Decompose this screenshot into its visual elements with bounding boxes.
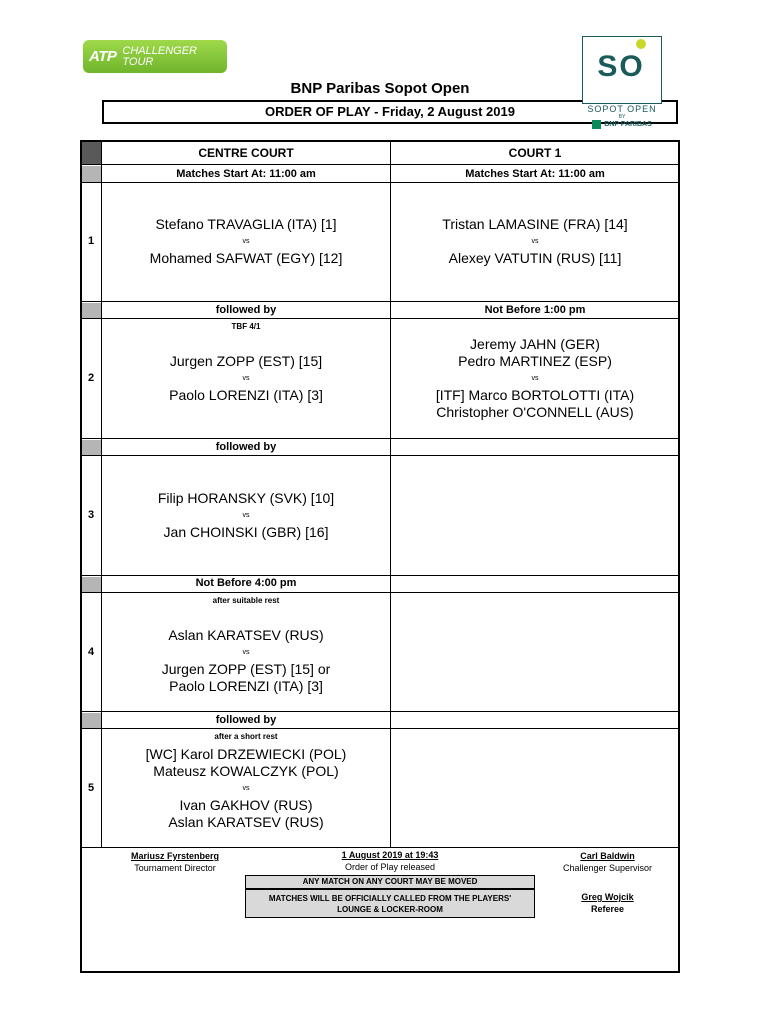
row-header-centre-4: Not Before 4:00 pm (195, 577, 297, 589)
logo-by: BY (618, 114, 626, 120)
start-time-court1: Matches Start At: 11:00 am (465, 168, 605, 180)
match-centre-1: Stefano TRAVAGLIA (ITA) [1] vs Mohamed SAFWAT (EGY) [12] (149, 216, 343, 266)
atp-challenger-logo (83, 40, 227, 73)
match-note: after suitable rest (212, 596, 280, 605)
row-header-court1-2: Not Before 1:00 pm (484, 304, 586, 316)
match-centre-3: Filip HORANSKY (SVK) [10] vs Jan CHOINSKI (GBR) [16] (157, 490, 335, 540)
challenger-tour-text: CHALLENGER TOUR (122, 44, 197, 68)
row-header-centre-2: followed by (215, 304, 277, 316)
order-of-play-heading: ORDER OF PLAY - Friday, 2 August 2019 (102, 100, 678, 124)
row-header-centre-3: followed by (215, 441, 277, 453)
court-header-centre: CENTRE COURT (198, 146, 294, 160)
logo-mark: SO (597, 50, 645, 83)
match-note: TBF 4/1 (231, 322, 261, 331)
sponsor-logo: BNP PARIBAS (582, 120, 662, 129)
logo-name: SOPOT OPEN (587, 104, 657, 114)
court-header-court1: COURT 1 (508, 146, 562, 160)
notice-matches-moved: ANY MATCH ON ANY COURT MAY BE MOVED (245, 875, 535, 889)
row-number: 5 (87, 782, 95, 794)
release-info: 1 August 2019 at 19:43 Order of Play released (341, 850, 439, 872)
tournament-director: Mariusz Fyrstenberg Tournament Director (130, 851, 220, 873)
notice-called-from-lounge: MATCHES WILL BE OFFICIALLY CALLED FROM THE PLAYERS' LOUNGE & LOCKER-ROOM (245, 889, 535, 918)
atp-wordmark: ATP (89, 48, 117, 65)
sopot-open-logo (582, 36, 662, 136)
row-header-centre-5: followed by (215, 714, 277, 726)
tennis-ball-icon (636, 39, 646, 49)
match-court1-2: Jeremy JAHN (GER) Pedro MARTINEZ (ESP) vs [ITF] Marco BORTOLOTTI (ITA) Christopher O'CONNELL (AUS) (435, 336, 635, 420)
challenger-supervisor: Carl Baldwin Challenger Supervisor (562, 851, 653, 873)
match-note: after a short rest (214, 732, 278, 741)
row-number: 1 (87, 235, 95, 247)
referee: Greg Wojcik Referee (581, 892, 634, 914)
bnp-star-icon (592, 120, 601, 129)
tournament-title: BNP Paribas Sopot Open (290, 80, 470, 97)
match-centre-4: Aslan KARATSEV (RUS) vs Jurgen ZOPP (EST) [15] or Paolo LORENZI (ITA) [3] (161, 627, 331, 694)
row-number: 3 (87, 509, 95, 521)
row-number: 2 (87, 372, 95, 384)
match-centre-5: [WC] Karol DRZEWIECKI (POL) Mateusz KOWALCZYK (POL) vs Ivan GAKHOV (RUS) Aslan KARATSEV (RUS) (145, 746, 347, 830)
start-time-centre: Matches Start At: 11:00 am (176, 168, 316, 180)
match-centre-2: Jurgen ZOPP (EST) [15] vs Paolo LORENZI (ITA) [3] (169, 353, 323, 403)
match-court1-1: Tristan LAMASINE (FRA) [14] vs Alexey VATUTIN (RUS) [11] (442, 216, 628, 266)
row-number: 4 (87, 646, 95, 658)
